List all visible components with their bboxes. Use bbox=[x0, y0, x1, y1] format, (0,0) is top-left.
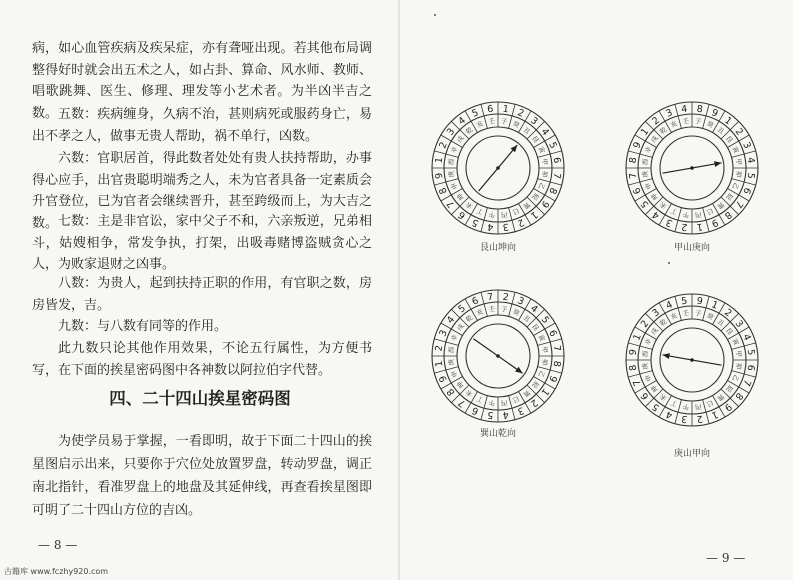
needle-pivot bbox=[496, 354, 500, 358]
outer-ring-number: 1 bbox=[538, 386, 551, 398]
outer-ring-number: 3 bbox=[732, 318, 746, 330]
outer-ring-number: 8 bbox=[550, 359, 563, 368]
mountain-label: 癸 bbox=[705, 119, 715, 130]
outer-ring-number: 9 bbox=[437, 373, 450, 384]
outer-ring-number: 5 bbox=[639, 198, 652, 210]
mountain-label: 戌 bbox=[455, 322, 466, 333]
outer-ring-number: 2 bbox=[433, 344, 446, 353]
mountain-label: 子 bbox=[500, 305, 508, 314]
mountain-label: 丑 bbox=[715, 125, 726, 136]
mountain-label: 卯 bbox=[734, 362, 743, 370]
outer-ring-number: 4 bbox=[680, 103, 689, 116]
scan-speck bbox=[668, 262, 670, 264]
mountain-label: 辰 bbox=[724, 383, 735, 394]
outer-ring-number: 2 bbox=[515, 216, 526, 229]
outer-ring-number: 3 bbox=[664, 216, 675, 229]
mountain-label: 艮 bbox=[530, 322, 541, 333]
mountain-label: 甲 bbox=[734, 158, 743, 166]
mountain-label: 丁 bbox=[475, 206, 485, 217]
mountain-label: 未 bbox=[658, 200, 669, 211]
mountain-label: 申 bbox=[449, 181, 460, 191]
mountain-label: 乙 bbox=[536, 369, 547, 379]
outer-ring-number: 8 bbox=[695, 103, 704, 116]
mountain-label: 卯 bbox=[540, 170, 549, 178]
outer-ring-number: 3 bbox=[528, 115, 540, 128]
outer-ring-number: 7 bbox=[550, 344, 563, 353]
outer-ring-number: 7 bbox=[550, 171, 563, 180]
outer-ring-number: 2 bbox=[695, 412, 704, 425]
outer-ring-number: 6 bbox=[639, 390, 652, 402]
mountain-label: 辰 bbox=[530, 191, 541, 202]
outer-ring-number: 9 bbox=[538, 198, 551, 210]
mountain-label: 子 bbox=[694, 117, 702, 126]
mountain-label: 丙 bbox=[694, 210, 702, 220]
mountain-label: 丙 bbox=[500, 398, 508, 408]
outer-ring-number: 6 bbox=[631, 185, 644, 196]
diagram-caption-2: 甲山庚向 bbox=[673, 243, 710, 253]
outer-ring-number: 9 bbox=[631, 140, 644, 151]
outer-ring-number: 1 bbox=[709, 408, 720, 421]
mountain-label: 巳 bbox=[511, 206, 521, 217]
mountain-label: 巽 bbox=[521, 200, 532, 211]
mountain-label: 寅 bbox=[536, 145, 547, 155]
outer-ring-number: 6 bbox=[550, 156, 563, 165]
mountain-label: 癸 bbox=[705, 311, 715, 322]
paragraph-7: 此九数只论其他作用效果，不论五行属性，为方便书写，在下面的挨星密码图中各神数以阿拉伯字代替。 bbox=[32, 341, 372, 378]
needle-arrow bbox=[515, 367, 523, 374]
outer-ring-number: 5 bbox=[538, 314, 552, 326]
mountain-label: 丁 bbox=[669, 206, 679, 217]
outer-ring-number: 9 bbox=[709, 216, 720, 229]
mountain-label: 甲 bbox=[734, 350, 743, 358]
page-number-right: — 9 — bbox=[706, 551, 746, 565]
watermark: 古籍库 www.fczhy920.com bbox=[4, 567, 109, 576]
mountain-label: 酉 bbox=[447, 158, 456, 166]
mountain-label: 丑 bbox=[521, 313, 532, 324]
outer-ring-number: 7 bbox=[631, 377, 644, 388]
outer-ring-number: 7 bbox=[486, 291, 495, 304]
needle-pivot bbox=[690, 166, 694, 170]
mountain-label: 辛 bbox=[643, 145, 654, 155]
mountain-label: 艮 bbox=[724, 134, 735, 145]
outer-ring-number: 2 bbox=[680, 220, 689, 233]
outer-ring-number: 1 bbox=[638, 126, 652, 138]
mountain-label: 亥 bbox=[669, 311, 679, 322]
needle-arrow bbox=[714, 161, 721, 167]
mountain-label: 坤 bbox=[649, 191, 660, 202]
outer-ring-number: 9 bbox=[722, 400, 734, 414]
outer-ring-number: 4 bbox=[744, 156, 757, 165]
outer-ring-number: 3 bbox=[740, 140, 753, 151]
outer-ring-number: 4 bbox=[664, 299, 675, 312]
mountain-label: 巳 bbox=[705, 398, 715, 409]
mountain-label: 坤 bbox=[455, 191, 466, 202]
outer-ring-number: 4 bbox=[444, 314, 458, 326]
mountain-label: 乙 bbox=[730, 181, 741, 191]
mountain-label: 庚 bbox=[447, 170, 456, 178]
outer-ring-number: 4 bbox=[501, 408, 510, 421]
outer-ring-number: 2 bbox=[515, 107, 526, 120]
scan-speck bbox=[434, 14, 436, 16]
outer-ring-number: 1 bbox=[433, 156, 446, 165]
mountain-label: 寅 bbox=[730, 337, 741, 347]
mountain-label: 亥 bbox=[475, 119, 485, 130]
mountain-label: 丁 bbox=[669, 398, 679, 409]
outer-ring-number: 1 bbox=[722, 115, 734, 128]
compass-diagram-4 bbox=[622, 290, 762, 430]
mountain-label: 乾 bbox=[658, 125, 669, 136]
outer-ring-number: 2 bbox=[528, 396, 540, 410]
outer-ring-number: 5 bbox=[486, 408, 495, 421]
outer-ring-number: 8 bbox=[546, 185, 559, 196]
mountain-label: 戌 bbox=[649, 326, 660, 337]
outer-ring-number: 4 bbox=[456, 115, 468, 128]
paragraph-5: 八数：为贵人，起到扶持正职的作用，有官职之数，房房皆发，吉。 bbox=[32, 276, 372, 313]
outer-ring-number: 3 bbox=[444, 126, 458, 138]
outer-ring-number: 6 bbox=[470, 295, 481, 308]
outer-ring-number: 4 bbox=[528, 303, 540, 316]
mountain-label: 丑 bbox=[521, 125, 532, 136]
mountain-label: 午 bbox=[682, 210, 690, 220]
outer-ring-number: 3 bbox=[650, 307, 662, 320]
paragraph-1: 病，如心血管疾病及疾呆症，亦有聋哑出现。若其他布局调整得好时就会出五术之人，如占卦、算命、风水师、教师、唱歌跳舞、医生、修理、理发等小艺术者。为半凶半吉之数。 bbox=[32, 41, 372, 121]
outer-ring-number: 5 bbox=[470, 107, 481, 120]
outer-ring-number: 5 bbox=[470, 216, 481, 229]
mountain-label: 庚 bbox=[641, 170, 650, 178]
outer-ring-number: 2 bbox=[732, 126, 746, 138]
outer-ring-number: 9 bbox=[433, 171, 446, 180]
mountain-label: 子 bbox=[500, 117, 508, 126]
outer-ring-number: 4 bbox=[740, 332, 753, 343]
mountain-label: 巳 bbox=[705, 206, 715, 217]
mountain-label: 丑 bbox=[715, 317, 726, 328]
compass-diagram-2 bbox=[622, 98, 762, 238]
mountain-label: 坤 bbox=[455, 379, 466, 390]
mountain-label: 乾 bbox=[464, 125, 475, 136]
outer-ring-number: 6 bbox=[486, 103, 495, 116]
mountain-label: 壬 bbox=[488, 305, 496, 314]
mountain-label: 亥 bbox=[669, 119, 679, 130]
mountain-label: 巳 bbox=[511, 394, 521, 405]
mountain-label: 酉 bbox=[641, 350, 650, 358]
mountain-label: 卯 bbox=[734, 170, 743, 178]
outer-ring-number: 7 bbox=[732, 198, 745, 210]
outer-ring-number: 3 bbox=[515, 404, 526, 417]
mountain-label: 艮 bbox=[530, 134, 541, 145]
outer-ring-number: 1 bbox=[433, 359, 446, 368]
outer-ring-number: 9 bbox=[546, 373, 559, 384]
mountain-label: 戌 bbox=[649, 134, 660, 145]
diagram-caption-3: 巽山乾向 bbox=[479, 429, 516, 439]
mountain-label: 巽 bbox=[715, 392, 726, 403]
diagram-caption-4: 庚山甲向 bbox=[673, 449, 710, 459]
paragraph-6: 九数：与八数有同等的作用。 bbox=[58, 319, 228, 334]
paragraph-4: 七数：主是非官讼，家中父子不和，六亲叛逆，兄弟相斗，姑嫂相争，常发争执，打架，出吸毒赌博盗贼贪心之人，为败家退财之凶事。 bbox=[32, 214, 372, 272]
mountain-label: 甲 bbox=[540, 346, 549, 354]
mountain-label: 乙 bbox=[730, 373, 741, 383]
outer-ring-number: 6 bbox=[744, 363, 757, 372]
outer-ring-number: 1 bbox=[528, 208, 540, 222]
mountain-label: 未 bbox=[658, 392, 669, 403]
mountain-label: 巽 bbox=[715, 200, 726, 211]
mountain-label: 午 bbox=[488, 398, 496, 408]
outer-ring-number: 3 bbox=[501, 220, 510, 233]
mountain-label: 庚 bbox=[641, 362, 650, 370]
needle-arrow bbox=[663, 353, 670, 359]
outer-ring-number: 8 bbox=[732, 390, 745, 402]
outer-ring-number: 7 bbox=[456, 396, 468, 410]
mountain-label: 丁 bbox=[475, 394, 485, 405]
right-page bbox=[400, 0, 793, 580]
mountain-label: 辛 bbox=[643, 337, 654, 347]
diagram-caption-1: 艮山坤向 bbox=[479, 243, 516, 253]
outer-ring-number: 4 bbox=[650, 208, 662, 222]
outer-ring-number: 5 bbox=[456, 303, 468, 316]
mountain-label: 乙 bbox=[536, 181, 547, 191]
mountain-label: 子 bbox=[694, 309, 702, 318]
mountain-label: 申 bbox=[643, 373, 654, 383]
section-title: 四、二十四山挨星密码图 bbox=[109, 389, 291, 408]
outer-ring-number: 5 bbox=[680, 295, 689, 308]
outer-ring-number: 1 bbox=[501, 103, 510, 116]
outer-ring-number: 7 bbox=[627, 171, 640, 180]
outer-ring-number: 2 bbox=[722, 307, 734, 320]
outer-ring-number: 8 bbox=[445, 386, 458, 398]
mountain-label: 甲 bbox=[540, 158, 549, 166]
mountain-label: 坤 bbox=[649, 383, 660, 394]
outer-ring-number: 7 bbox=[445, 198, 458, 210]
paragraph-8: 为使学员易于掌握，一看即明，故于下面二十四山的挨星图启示出来，只要你于穴位处放置罗盘，转动罗盘，调正南北指针，看准罗盘上的地盘及其延伸线，再查看挨星图即可明了二十四山方位的吉凶。 bbox=[32, 434, 372, 518]
mountain-label: 辰 bbox=[724, 191, 735, 202]
outer-ring-number: 4 bbox=[664, 408, 675, 421]
needle-pivot bbox=[496, 166, 500, 170]
mountain-label: 乾 bbox=[658, 317, 669, 328]
mountain-label: 未 bbox=[464, 388, 475, 399]
outer-ring-number: 1 bbox=[709, 299, 720, 312]
outer-ring-number: 9 bbox=[709, 107, 720, 120]
mountain-label: 癸 bbox=[511, 119, 521, 130]
mountain-label: 巽 bbox=[521, 388, 532, 399]
mountain-label: 癸 bbox=[511, 307, 521, 318]
mountain-label: 辰 bbox=[530, 379, 541, 390]
outer-ring-number: 2 bbox=[638, 318, 652, 330]
mountain-label: 酉 bbox=[447, 346, 456, 354]
outer-ring-number: 8 bbox=[627, 363, 640, 372]
mountain-label: 未 bbox=[464, 200, 475, 211]
mountain-label: 寅 bbox=[730, 145, 741, 155]
mountain-label: 丙 bbox=[694, 402, 702, 412]
outer-ring-number: 6 bbox=[456, 208, 468, 222]
outer-ring-number: 1 bbox=[695, 220, 704, 233]
outer-ring-number: 2 bbox=[501, 291, 510, 304]
mountain-label: 酉 bbox=[641, 158, 650, 166]
outer-ring-number: 3 bbox=[680, 412, 689, 425]
outer-ring-number: 9 bbox=[695, 295, 704, 308]
mountain-label: 艮 bbox=[724, 326, 735, 337]
outer-ring-number: 8 bbox=[722, 208, 734, 222]
outer-ring-number: 1 bbox=[631, 332, 644, 343]
mountain-label: 亥 bbox=[475, 307, 485, 318]
mountain-label: 乾 bbox=[464, 313, 475, 324]
outer-ring-number: 9 bbox=[627, 348, 640, 357]
outer-ring-number: 4 bbox=[538, 126, 552, 138]
mountain-label: 申 bbox=[643, 181, 654, 191]
mountain-label: 庚 bbox=[447, 358, 456, 366]
mountain-label: 午 bbox=[682, 402, 690, 412]
outer-ring-number: 5 bbox=[546, 140, 559, 151]
outer-ring-number: 5 bbox=[744, 348, 757, 357]
outer-ring-number: 3 bbox=[664, 107, 675, 120]
mountain-label: 午 bbox=[488, 210, 496, 220]
mountain-label: 寅 bbox=[536, 333, 547, 343]
mountain-label: 丙 bbox=[500, 210, 508, 220]
needle-pivot bbox=[690, 358, 694, 362]
mountain-label: 戌 bbox=[455, 134, 466, 145]
outer-ring-number: 2 bbox=[650, 115, 662, 128]
compass-diagram-1 bbox=[428, 98, 568, 238]
compass-diagram-3 bbox=[428, 286, 568, 426]
outer-ring-number: 8 bbox=[627, 156, 640, 165]
outer-ring-number: 8 bbox=[437, 185, 450, 196]
outer-ring-number: 4 bbox=[486, 220, 495, 233]
outer-ring-number: 3 bbox=[437, 328, 450, 339]
outer-ring-number: 6 bbox=[740, 185, 753, 196]
paragraph-3: 六数：官职居首，得此数者处处有贵人扶持帮助，办事得心应手，出官贵聪明端秀之人，未为官者具备一定素质会升官登位，已为官者会继续晋升，甚至跨级而上，为大吉之数。 bbox=[32, 151, 372, 231]
outer-ring-number: 7 bbox=[740, 377, 753, 388]
page-number-left: — 8 — bbox=[38, 538, 78, 552]
outer-ring-number: 6 bbox=[546, 328, 559, 339]
mountain-label: 申 bbox=[449, 369, 460, 379]
mountain-label: 壬 bbox=[682, 117, 690, 126]
mountain-label: 辛 bbox=[449, 333, 460, 343]
mountain-label: 卯 bbox=[540, 358, 549, 366]
outer-ring-number: 5 bbox=[650, 400, 662, 414]
outer-ring-number: 3 bbox=[515, 295, 526, 308]
mountain-label: 辛 bbox=[449, 145, 460, 155]
outer-ring-number: 2 bbox=[437, 140, 450, 151]
outer-ring-number: 6 bbox=[470, 404, 481, 417]
mountain-label: 壬 bbox=[682, 309, 690, 318]
mountain-label: 壬 bbox=[488, 117, 496, 126]
paragraph-2: 五数：疾病缠身，久病不治，甚则病死或服药身亡，易出不孝之人，做事无贵人帮助，祸不单行，凶数。 bbox=[32, 107, 372, 144]
outer-ring-number: 5 bbox=[744, 171, 757, 180]
